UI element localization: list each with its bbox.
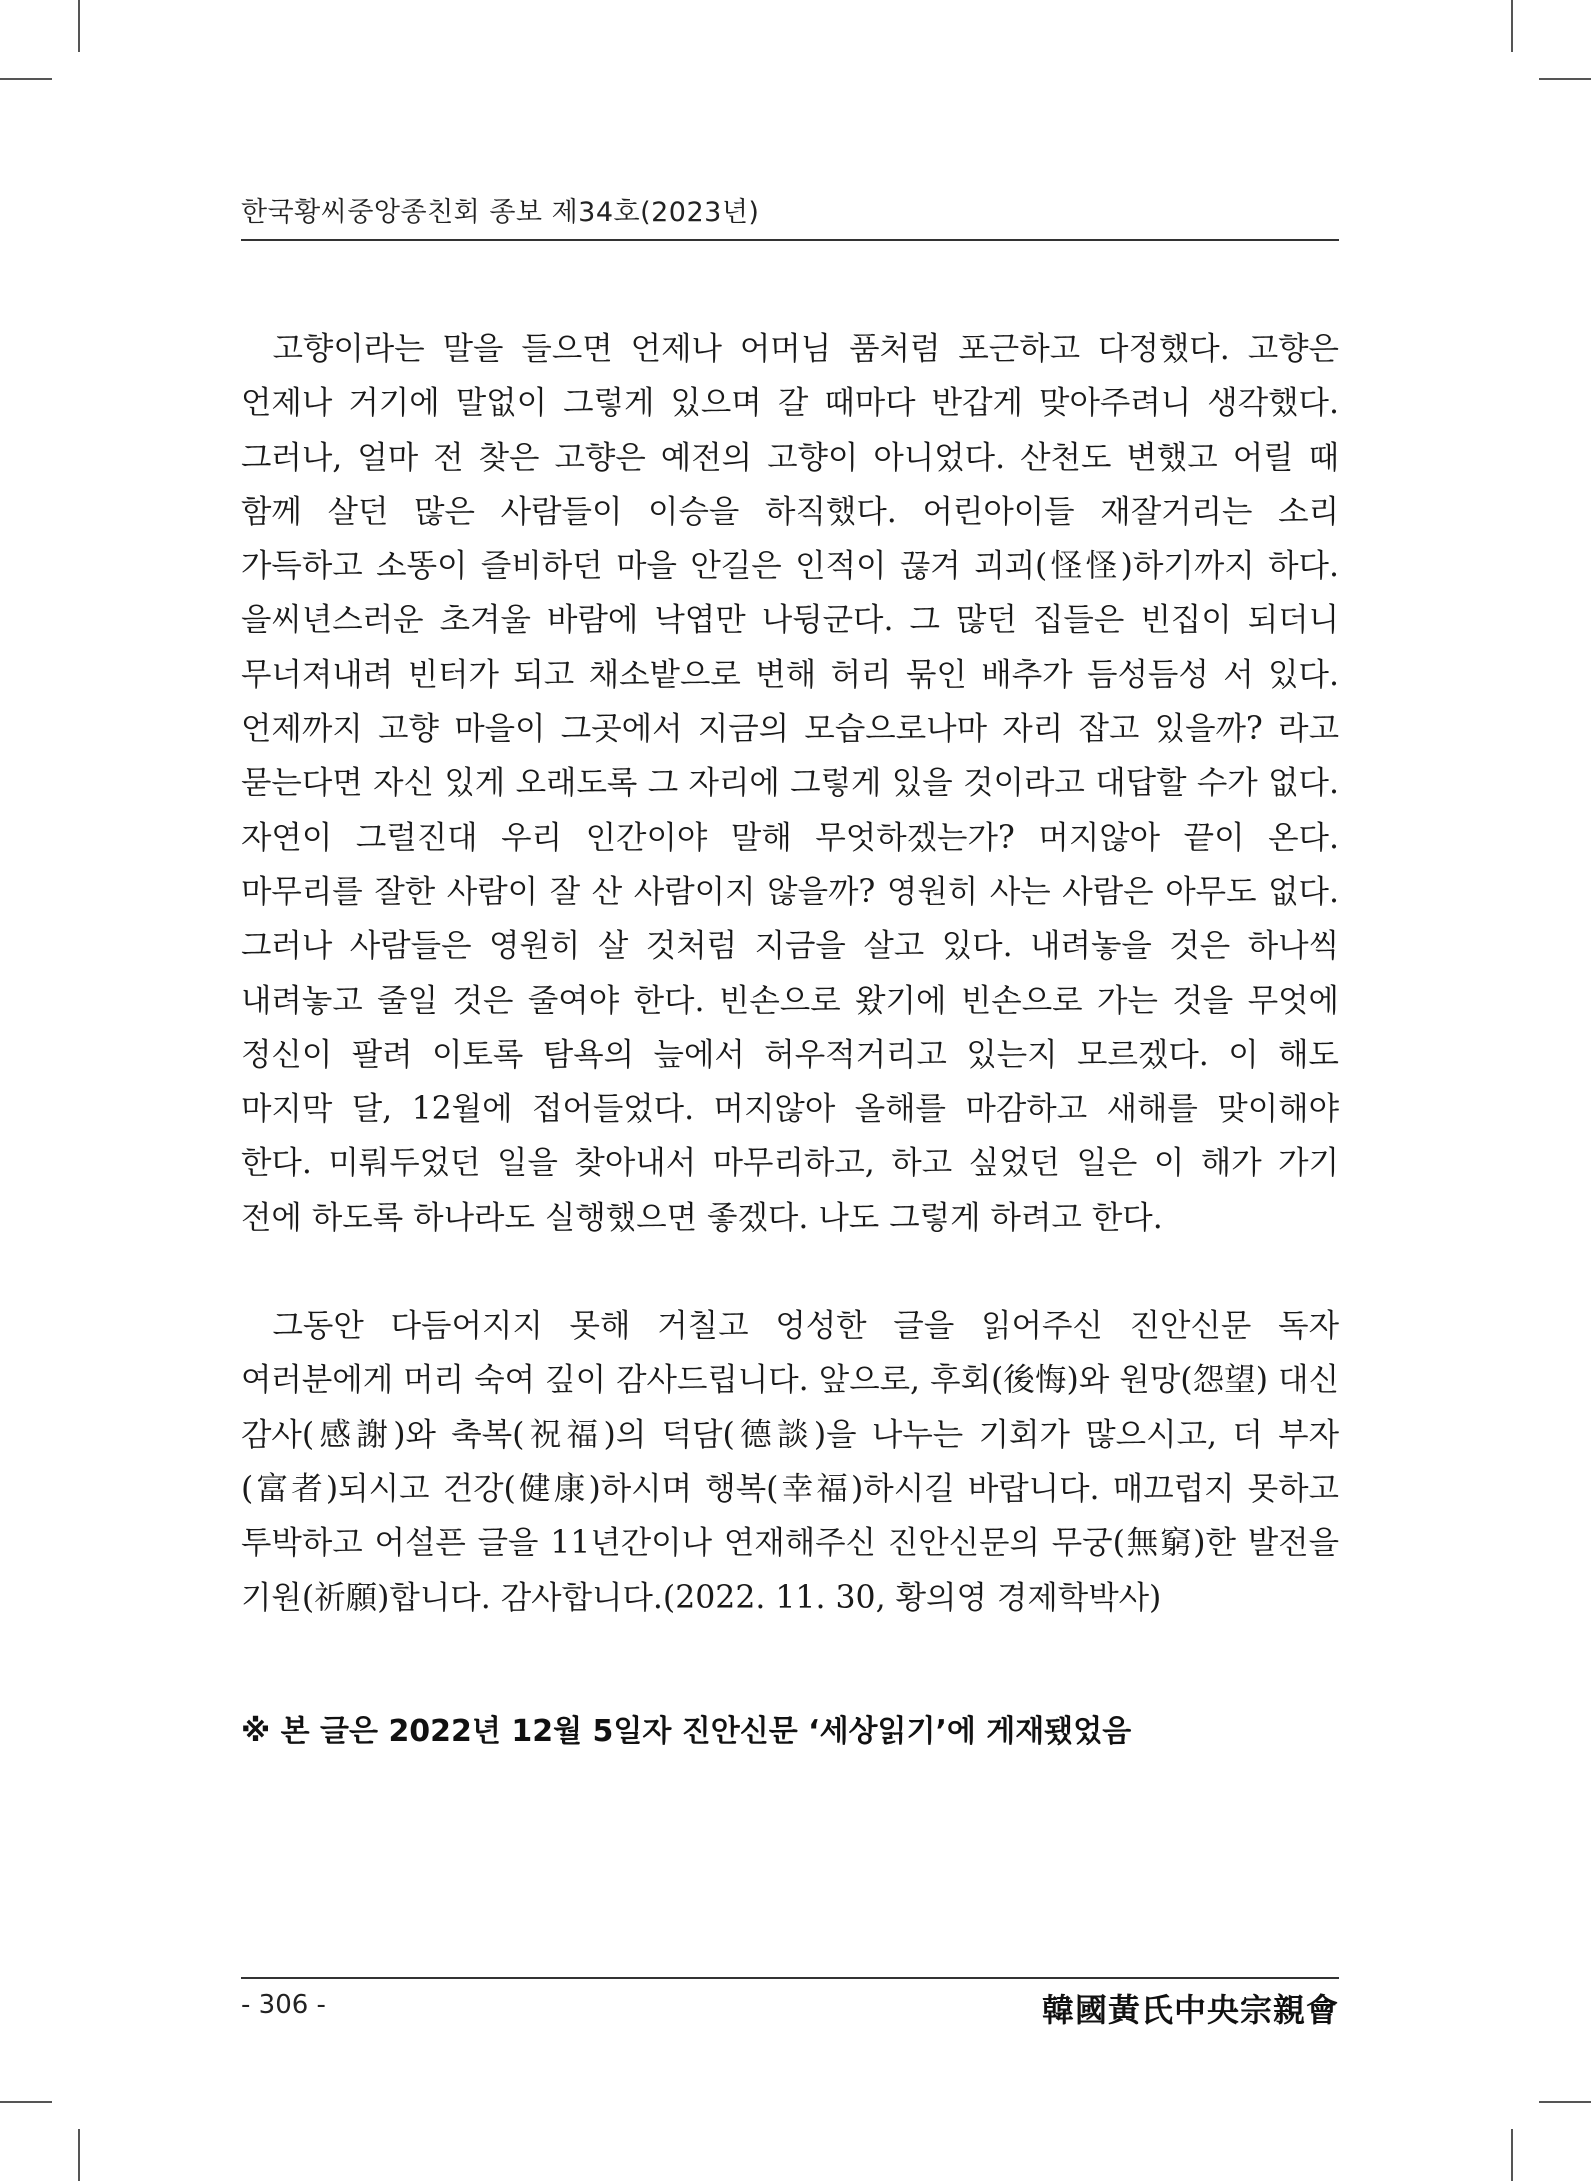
footer-divider	[241, 1977, 1339, 1979]
crop-mark-top-right-vertical	[1511, 0, 1513, 52]
header-divider	[241, 239, 1339, 241]
running-header: 한국황씨중앙종친회 종보 제34호(2023년)	[241, 197, 760, 228]
page-number: - 306 -	[241, 1990, 326, 2020]
crop-mark-top-right-horizontal	[1539, 78, 1591, 80]
organization-name: 韓國黃氏中央宗親會	[1041, 1991, 1339, 2029]
article-body	[241, 322, 1339, 1625]
article-paragraph: 그동안 다듬어지지 못해 거칠고 엉성한 글을 읽어주신 진안신문 독자 여러분에게 머리 숙여 깊이 감사드립니다. 앞으로, 후회(後悔)와 원망(怨望) 대신 감사(感謝)와 축복(祝福)의 덕담(德談)을 나누는 기회가 많으시고, 더 부자(富者)되시고 건강(健康)하시며 행복(幸福)하시길 바랍니다. 매끄럽지 못하고 투박하고 어설픈 글을 11년간이나 연재해주신 진안신문의 무궁(無窮)한 발전을 기원(祈願)합니다. 감사합니다.(2022. 11. 30, 황의영 경제학박사)	[241, 1308, 1339, 1616]
publication-note: ※ 본 글은 2022년 12월 5일자 진안신문 ‘세상읽기’에 게재됐었음	[241, 1714, 1132, 1749]
article-paragraph: 고향이라는 말을 들으면 언제나 어머님 품처럼 포근하고 다정했다. 고향은 언제나 거기에 말없이 그렇게 있으며 갈 때마다 반갑게 맞아주려니 생각했다. 그러나, 얼마 전 찾은 고향은 예전의 고향이 아니었다. 산천도 변했고 어릴 때 함께 살던 많은 사람들이 이승을 하직했다. 어린아이들 재잘거리는 소리 가득하고 소똥이 즐비하던 마을 안길은 인적이 끊겨 괴괴(怪怪)하기까지 하다. 을씨년스러운 초겨울 바람에 낙엽만 나뒹군다. 그 많던 집들은 빈집이 되더니 무너져내려 빈터가 되고 채소밭으로 변해 허리 묶인 배추가 듬성듬성 서 있다. 언제까지 고향 마을이 그곳에서 지금의 모습으로나마 자리 잡고 있을까? 라고 묻는다면 자신 있게 오래도록 그 자리에 그렇게 있을 것이라고 대답할 수가 없다. 자연이 그럴진대 우리 인간이야 말해 무엇하겠는가? 머지않아 끝이 온다. 마무리를 잘한 사람이 잘 산 사람이지 않을까? 영원히 사는 사람은 아무도 없다. 그러나 사람들은 영원히 살 것처럼 지금을 살고 있다. 내려놓을 것은 하나씩 내려놓고 줄일 것은 줄여야 한다. 빈손으로 왔기에 빈손으로 가는 것을 무엇에 정신이 팔려 이토록 탐욕의 늪에서 허우적거리고 있는지 모르겠다. 이 해도 마지막 달, 12월에 접어들었다. 머지않아 올해를 마감하고 새해를 맞이해야 한다. 미뤄두었던 일을 찾아내서 마무리하고, 하고 싶었던 일은 이 해가 가기 전에 하도록 하나라도 실행했으면 좋겠다. 나도 그렇게 하려고 한다.	[241, 331, 1339, 1236]
crop-mark-top-left-vertical	[78, 0, 80, 52]
crop-mark-bottom-right-horizontal	[1539, 2101, 1591, 2103]
crop-mark-bottom-left-horizontal	[0, 2101, 52, 2103]
crop-mark-top-left-horizontal	[0, 78, 52, 80]
crop-mark-bottom-right-vertical	[1511, 2129, 1513, 2181]
crop-mark-bottom-left-vertical	[78, 2129, 80, 2181]
